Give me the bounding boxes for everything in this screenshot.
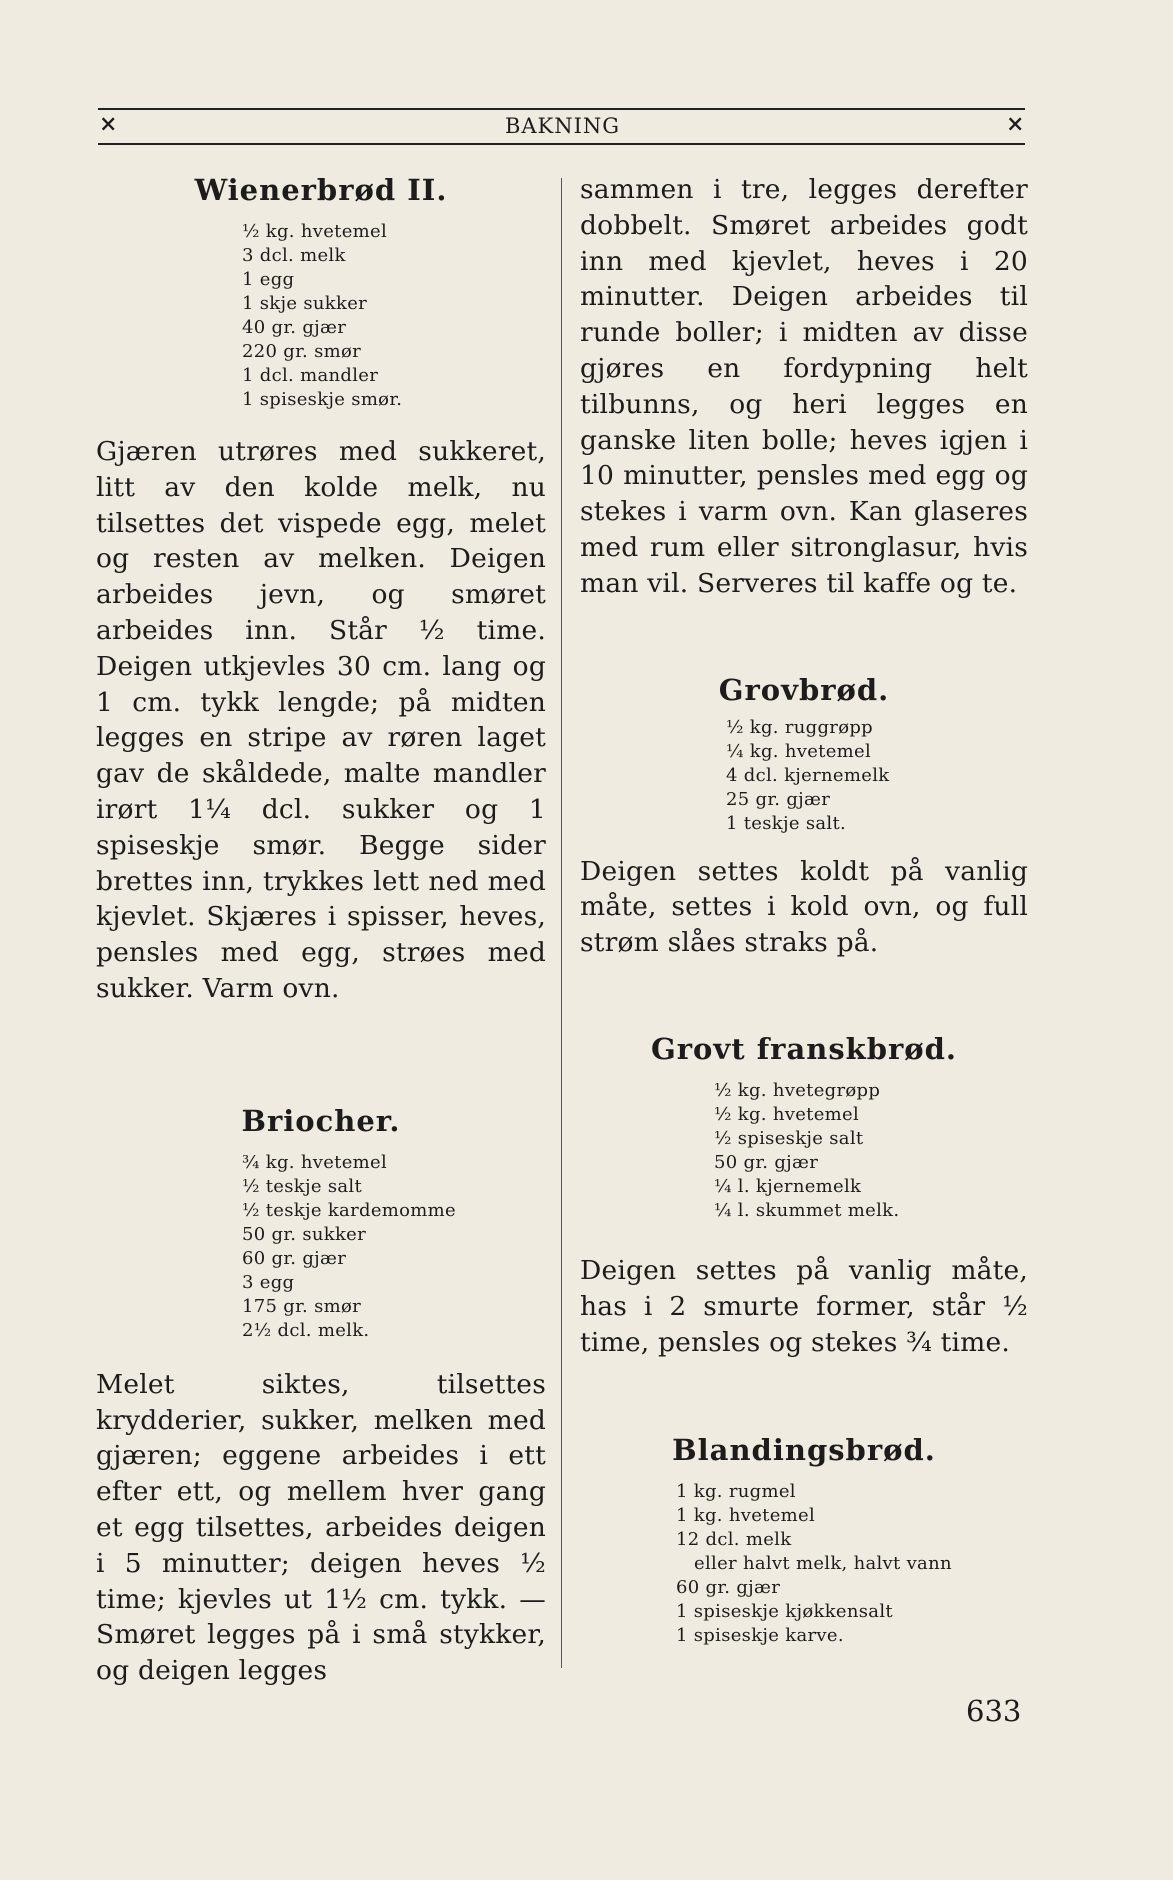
ingredient-item: ½ kg. hvetemel	[714, 1103, 860, 1125]
recipe-title-grovt-franskbrod: Grovt franskbrød.	[650, 1031, 958, 1066]
ingredient-item: 1 kg. hvetemel	[676, 1505, 816, 1527]
ingredient-item: 25 gr. gjær	[726, 788, 831, 810]
ingredient-item: 1 teskje salt.	[726, 812, 847, 834]
ingredient-item: ½ kg. ruggrøpp	[726, 716, 873, 738]
ingredient-list-blandingsbrod	[676, 1480, 1028, 1648]
ingredient-item: 60 gr. gjær	[242, 1247, 347, 1269]
ingredient-item: ½ teskje salt	[242, 1175, 363, 1197]
ingredient-item: 1 dcl. mandler	[242, 365, 379, 386]
ingredient-item: 50 gr. gjær	[714, 1151, 819, 1173]
recipe-text-wienerbrod: Gjæren utrøres med sukkeret, litt av den kolde melk, nu tilsettes det vispede egg, melet og resten av melken. Deigen arbeides jevn, og smøret arbeides inn. Står ½ time. Deigen utkjevles 30 cm. lang og 1 cm. tykk lengde; på midten legges en stripe av røren laget gav de skåldede, malte mandler irørt 1¼ dcl. sukker og 1 spiseskje smør. Begge sider brettes inn, trykkes lett ned med kjevlet. Skjæres i spisser, heves, pensles med egg, strøes med sukker. Varm ovn.	[96, 436, 546, 1004]
ingredient-item: eller halvt melk, halvt vann	[694, 1553, 952, 1575]
recipe-text-grovbrod: Deigen settes koldt på vanlig måte, settes i kold ovn, og full strøm slåes straks på.	[580, 855, 1028, 959]
ingredient-list-grovt-franskbrod	[714, 1079, 1028, 1223]
recipe-title-briocher: Briocher.	[241, 1103, 401, 1138]
ingredient-item: 4 dcl. kjernemelk	[726, 764, 890, 786]
ingredient-item: 50 gr. sukker	[242, 1223, 367, 1245]
left-column	[96, 172, 546, 1689]
ingredient-list-grovbrod	[726, 716, 1028, 836]
header-bottom-rule	[98, 143, 1025, 145]
right-column	[580, 172, 1028, 1648]
ingredient-item: 1 spiseskje smør.	[242, 389, 403, 410]
ingredient-item: 40 gr. gjær	[242, 317, 347, 338]
ingredient-item: 2½ dcl. melk.	[242, 1319, 370, 1341]
running-header-title: BAKNING	[504, 114, 621, 138]
recipe-title-grovbrod: Grovbrød.	[718, 672, 890, 707]
header-top-rule	[98, 108, 1025, 110]
ingredient-item: 1 egg	[242, 269, 295, 290]
recipe-title-blandingsbrod: Blandingsbrød.	[672, 1433, 936, 1468]
ingredient-item: 1 spiseskje kjøkkensalt	[676, 1601, 893, 1623]
ingredient-list-wienerbrod	[242, 220, 546, 412]
ingredient-item: 175 gr. smør	[242, 1295, 362, 1317]
page-number: 633	[966, 1694, 1022, 1728]
column-divider	[561, 178, 562, 1668]
ingredient-list-briocher	[242, 1151, 546, 1343]
ingredient-item: ½ kg. hvetegrøpp	[714, 1079, 881, 1101]
ingredient-item: 1 spiseskje karve.	[676, 1625, 844, 1647]
ingredient-item: 60 gr. gjær	[676, 1577, 781, 1599]
ingredient-item: 3 egg	[242, 1271, 295, 1293]
ingredient-item: 1 kg. rugmel	[676, 1481, 796, 1503]
ingredient-item: ¼ l. skummet melk.	[714, 1199, 900, 1221]
recipe-text-grovt-franskbrod: Deigen settes på vanlig måte, has i 2 smurte former, står ½ time, pensles og stekes ¾ time.	[580, 1254, 1028, 1358]
ingredient-item: ½ teskje kardemomme	[242, 1199, 456, 1221]
ingredient-item: ¾ kg. hvetemel	[242, 1151, 388, 1173]
header-right-ornament: ×	[1006, 111, 1025, 137]
recipe-text-briocher-continued: sammen i tre, legges derefter dobbelt. Smøret arbeides godt inn med kjevlet, heves i 20 minutter. Deigen arbeides til runde boller; i midten av disse gjøres en fordypning helt tilbunns, og heri legges en ganske liten bolle; heves igjen i 10 minutter, pensles med egg og stekes i varm ovn. Kan glaseres med rum eller sitronglasur, hvis man vil. Serveres til kaffe og te.	[580, 174, 1028, 599]
ingredient-item: 12 dcl. melk	[676, 1529, 792, 1551]
ingredient-item: ¼ l. kjernemelk	[714, 1175, 862, 1197]
ingredient-item: ½ kg. hvetemel	[242, 221, 388, 242]
ingredient-item: ½ spiseskje salt	[714, 1127, 864, 1149]
header-left-ornament: ×	[99, 111, 118, 137]
ingredient-item: ¼ kg. hvetemel	[726, 740, 872, 762]
recipe-text-briocher: Melet siktes, tilsettes krydderier, sukker, melken med gjæren; eggene arbeides i ett efter ett, og mellem hver gang et egg tilsettes, arbeides deigen i 5 minutter; deigen heves ½ time; kjevles ut 1½ cm. tykk. — Smøret legges på i små stykker, og deigen legges	[96, 1368, 546, 1687]
recipe-title-wienerbrod: Wienerbrød II.	[194, 173, 448, 207]
ingredient-item: 3 dcl. melk	[242, 245, 346, 266]
ingredient-item: 1 skje sukker	[242, 293, 368, 314]
ingredient-item: 220 gr. smør	[242, 341, 362, 362]
